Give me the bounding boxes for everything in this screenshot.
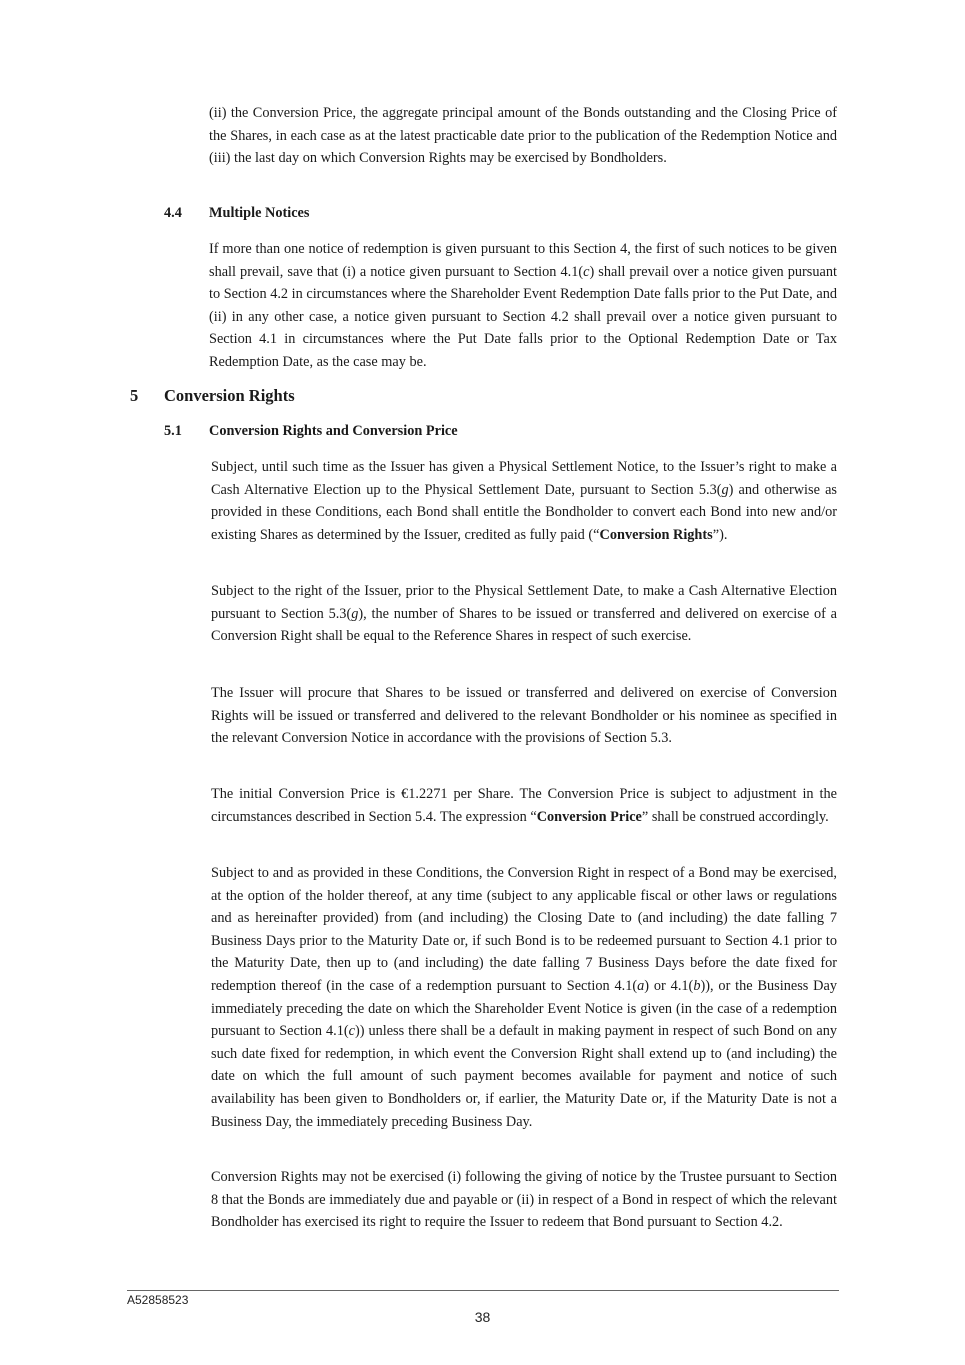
footer-divider	[127, 1290, 839, 1291]
section-5-1-title: Conversion Rights and Conversion Price	[209, 423, 458, 439]
paragraph-5-1-a: Subject, until such time as the Issuer has given a Physical Settlement Notice, to the Issuer’s right to make a Cash Alternative Election up to the Physical Settlement Date, pursuant to Section 5.3(g) and otherwise as provided in these Conditions, each Bond shall entitle the Bondholder to convert each Bond into new and/or existing Shares as determined by the Issuer, credited as fully paid (“Conversion Rights”).	[211, 459, 837, 543]
section-5-number: 5	[130, 386, 139, 405]
paragraph-5-1-e: Subject to and as provided in these Conditions, the Conversion Right in respect of a Bond may be exercised, at the option of the holder thereof, at any time (subject to any applicable fiscal or other laws or regulations and as hereinafter provided) from (and including) the Closing Date to (and including) the date falling 7 Business Days prior to the Maturity Date or, if such Bond is to be redeemed pursuant to Section 4.1 prior to the Maturity Date, then up to (and including) the date falling 7 Business Days before the date fixed for redemption thereof (in the case of a redemption pursuant to Section 4.1(a) or 4.1(b)), or the Business Day immediately preceding the date on which the Shareholder Event Notice is given (in the case of a redemption pursuant to Section 4.1(c)) unless there shall be a default in making payment in respect of such Bond on any such date fixed for redemption, in which event the Conversion Right shall extend up to (and including) the date on which the full amount of such payment becomes available for payment and notice of such availability has been given to Bondholders or, if earlier, the Maturity Date or, if the Maturity Date is not a Business Day, the immediately preceding Business Day.	[211, 865, 838, 1130]
document-id: A52858523	[127, 1293, 189, 1307]
paragraph-5-1-b: Subject to the right of the Issuer, prior to the Physical Settlement Date, to make a Cash Alternative Election pursuant to Section 5.3(g), the number of Shares to be issued or transferred and delivered on exercise of a Conversion Right shall be equal to the Reference Shares in respect of such exercise.	[211, 583, 837, 645]
paragraph-continuation: (ii) the Conversion Price, the aggregate principal amount of the Bonds outstanding and the Closing Price of the Shares, in each case as at the latest practicable date prior to the publication of the Redemption Notice and (iii) the last day on which Conversion Rights may be exercised by Bondholders.	[209, 105, 837, 167]
page-number: 38	[474, 1309, 491, 1325]
section-5-1-number: 5.1	[164, 423, 182, 439]
section-5-title: Conversion Rights	[164, 386, 295, 405]
paragraph-5-1-f: Conversion Rights may not be exercised (i) following the giving of notice by the Trustee pursuant to Section 8 that the Bonds are immediately due and payable or (ii) in respect of a Bond in respect of which the relevant Bondholder has exercised its right to require the Issuer to redeem that Bond pursuant to Section 4.2.	[211, 1169, 837, 1231]
paragraph-5-1-c: The Issuer will procure that Shares to be issued or transferred and delivered on exercise of Conversion Rights will be issued or transferred and delivered to the relevant Bondholder or his nominee as specified in the relevant Conversion Notice in accordance with the provisions of Section 5.3.	[211, 685, 837, 747]
paragraph-5-1-d: The initial Conversion Price is €1.2271 per Share. The Conversion Price is subject to adjustment in the circumstances described in Section 5.4. The expression “Conversion Price” shall be construed accordingly.	[211, 786, 837, 825]
section-4-4-number: 4.4	[164, 205, 182, 221]
section-4-4-title: Multiple Notices	[209, 205, 310, 221]
paragraph-4-4: If more than one notice of redemption is given pursuant to this Section 4, the first of such notices to be given shall prevail, save that (i) a notice given pursuant to Section 4.1(c) shall prevail over a notice given pursuant to Section 4.2 in circumstances where the Shareholder Event Redemption Date falls prior to the Put Date, and (ii) in any other case, a notice given pursuant to Section 4.2 shall prevail over a notice given pursuant to Section 4.1 in circumstances where the Put Date falls prior to the Optional Redemption Date or Tax Redemption Date, as the case may be.	[209, 241, 837, 370]
